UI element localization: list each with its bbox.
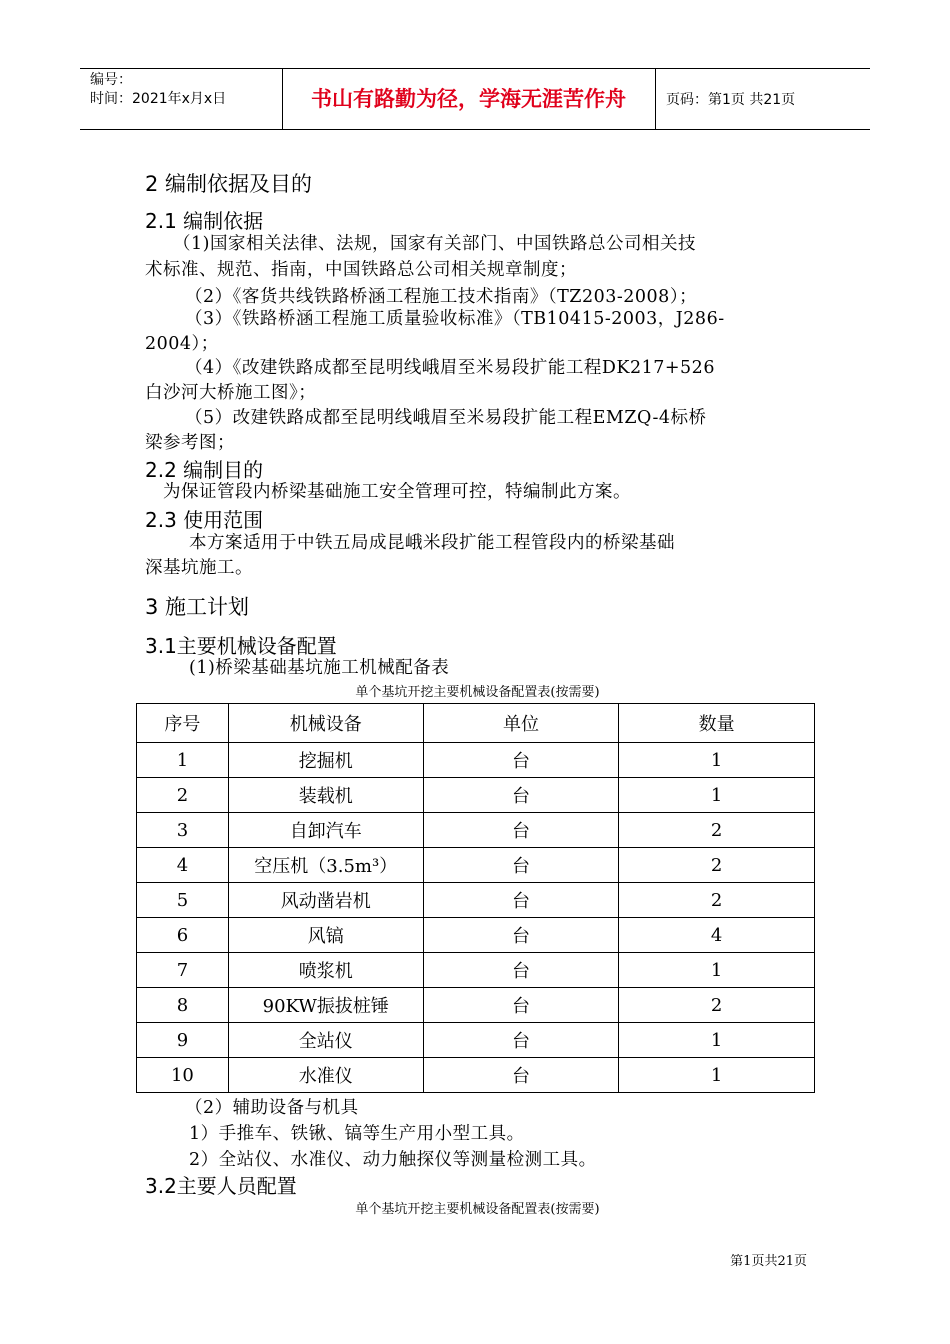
page-footer: 第1页共21页 — [730, 1254, 807, 1269]
cell-index: 3 — [137, 813, 229, 848]
cell-unit: 台 — [423, 848, 619, 883]
cell-unit: 台 — [423, 953, 619, 988]
col-header-index: 序号 — [137, 704, 229, 743]
cell-index: 9 — [137, 1023, 229, 1058]
cell-quantity: 4 — [619, 918, 815, 953]
table-row — [137, 1058, 815, 1093]
equipment-table-caption: 单个基坑开挖主要机械设备配置表(按需要) — [355, 685, 600, 700]
cell-unit: 台 — [423, 918, 619, 953]
header-number: 编号： — [90, 72, 132, 88]
cell-unit: 台 — [423, 988, 619, 1023]
aux-item-2: 2）全站仪、水准仪、动力触探仪等测量检测工具。 — [189, 1150, 597, 1170]
aux-equipment-title: （2）辅助设备与机具 — [185, 1098, 359, 1118]
scope-text-cont: 深基坑施工。 — [145, 558, 253, 578]
basis-item-4-cont: 白沙河大桥施工图》； — [145, 383, 317, 403]
cell-equipment: 自卸汽车 — [228, 813, 423, 848]
equipment-table — [136, 703, 815, 1093]
section-2-1-title: 2.1 编制依据 — [145, 209, 264, 233]
cell-quantity: 1 — [619, 1058, 815, 1093]
cell-quantity: 1 — [619, 953, 815, 988]
cell-unit: 台 — [423, 1023, 619, 1058]
header-page-info: 页码：第1页 共21页 — [666, 92, 796, 108]
basis-item-3: （3）《铁路桥涵工程施工质量验收标准》（TB10415-2003，J286- — [185, 309, 725, 329]
aux-item-1: 1）手推车、铁锹、镐等生产用小型工具。 — [189, 1124, 525, 1144]
cell-index: 8 — [137, 988, 229, 1023]
table-row — [137, 883, 815, 918]
cell-index: 2 — [137, 778, 229, 813]
section-3-1-title: 3.1主要机械设备配置 — [145, 634, 337, 658]
page-header — [80, 68, 870, 130]
header-time: 时间：2021年x月x日 — [90, 91, 227, 107]
cell-index: 5 — [137, 883, 229, 918]
table-row — [137, 743, 815, 778]
cell-index: 4 — [137, 848, 229, 883]
cell-equipment: 喷浆机 — [228, 953, 423, 988]
basis-item-3-cont: 2004）； — [145, 334, 219, 354]
basis-item-1: （1)国家相关法律、法规，国家有关部门、中国铁路总公司相关技 — [173, 234, 696, 254]
table-row — [137, 918, 815, 953]
cell-index: 6 — [137, 918, 229, 953]
table-row — [137, 778, 815, 813]
basis-item-5: （5）改建铁路成都至昆明线峨眉至米易段扩能工程EMZQ-4标桥 — [185, 408, 707, 428]
table-row — [137, 813, 815, 848]
scope-text: 本方案适用于中铁五局成昆峨米段扩能工程管段内的桥梁基础 — [189, 533, 675, 553]
cell-unit: 台 — [423, 813, 619, 848]
basis-item-1-cont: 术标准、规范、指南，中国铁路总公司相关规章制度； — [145, 260, 577, 280]
cell-unit: 台 — [423, 1058, 619, 1093]
header-meta — [90, 71, 226, 109]
cell-quantity: 1 — [619, 1023, 815, 1058]
section-3-title: 3 施工计划 — [145, 595, 250, 619]
purpose-text: 为保证管段内桥梁基础施工安全管理可控，特编制此方案。 — [163, 482, 631, 502]
table-header-row — [137, 704, 815, 743]
col-header-quantity: 数量 — [619, 704, 815, 743]
section-2-2-title: 2.2 编制目的 — [145, 458, 264, 482]
cell-equipment: 90KW振拔桩锤 — [228, 988, 423, 1023]
cell-unit: 台 — [423, 778, 619, 813]
cell-equipment: 空压机（3.5m³） — [228, 848, 423, 883]
section-2-title: 2 编制依据及目的 — [145, 172, 313, 196]
cell-quantity: 2 — [619, 883, 815, 918]
table-row — [137, 953, 815, 988]
cell-equipment: 装载机 — [228, 778, 423, 813]
table-row — [137, 988, 815, 1023]
cell-quantity: 1 — [619, 778, 815, 813]
section-2-3-title: 2.3 使用范围 — [145, 508, 264, 532]
cell-quantity: 2 — [619, 813, 815, 848]
col-header-equipment: 机械设备 — [228, 704, 423, 743]
cell-equipment: 挖掘机 — [228, 743, 423, 778]
table-row — [137, 1023, 815, 1058]
table-row — [137, 848, 815, 883]
cell-quantity: 2 — [619, 848, 815, 883]
col-header-unit: 单位 — [423, 704, 619, 743]
cell-index: 7 — [137, 953, 229, 988]
cell-index: 1 — [137, 743, 229, 778]
equipment-table-subtitle: (1)桥梁基础基坑施工机械配备表 — [189, 658, 450, 678]
cell-quantity: 2 — [619, 988, 815, 1023]
cell-equipment: 全站仪 — [228, 1023, 423, 1058]
personnel-table-caption: 单个基坑开挖主要机械设备配置表(按需要) — [355, 1202, 600, 1217]
cell-equipment: 风动凿岩机 — [228, 883, 423, 918]
cell-index: 10 — [137, 1058, 229, 1093]
basis-item-2: （2）《客货共线铁路桥涵工程施工技术指南》（TZ203-2008）； — [185, 287, 698, 307]
cell-equipment: 水准仪 — [228, 1058, 423, 1093]
basis-item-4: （4）《改建铁路成都至昆明线峨眉至米易段扩能工程DK217+526 — [185, 358, 715, 378]
cell-unit: 台 — [423, 743, 619, 778]
basis-item-5-cont: 梁参考图； — [145, 433, 235, 453]
header-divider — [655, 69, 656, 129]
cell-unit: 台 — [423, 883, 619, 918]
cell-quantity: 1 — [619, 743, 815, 778]
header-motto: 书山有路勤为径，学海无涯苦作舟 — [311, 87, 626, 111]
section-3-2-title: 3.2主要人员配置 — [145, 1174, 297, 1198]
cell-equipment: 风镐 — [228, 918, 423, 953]
